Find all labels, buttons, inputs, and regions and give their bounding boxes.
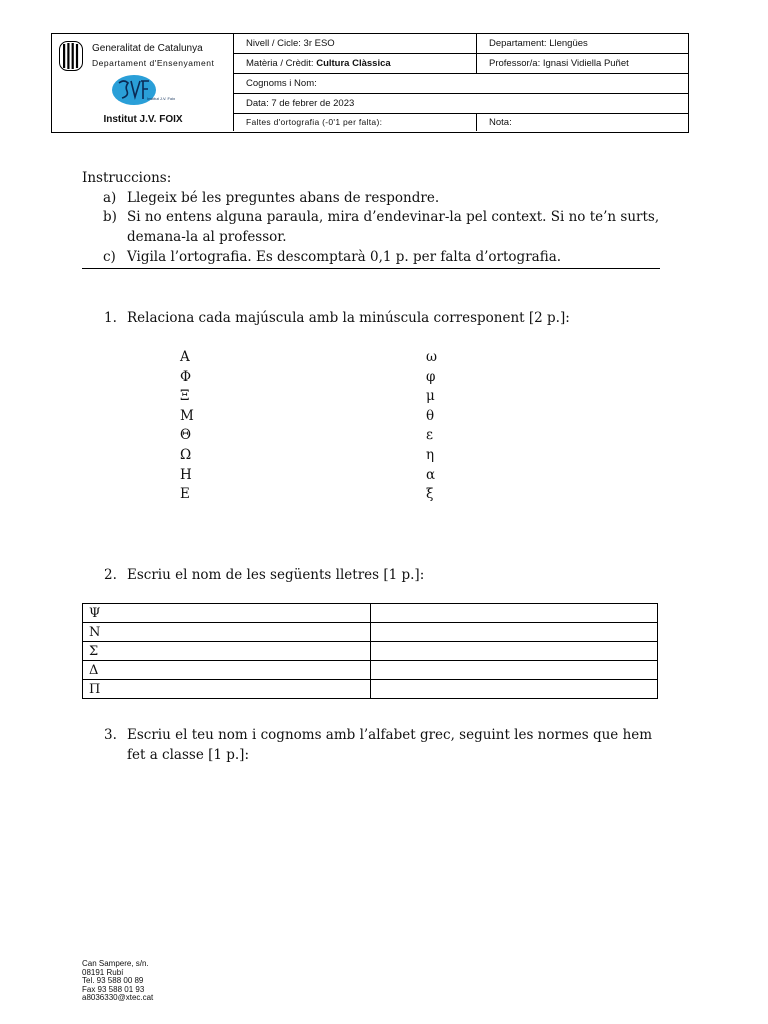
lowercase-letter: ω: [426, 349, 438, 365]
lowercase-letter: ε: [426, 427, 433, 444]
table-row: [83, 623, 658, 642]
header-row-name: [234, 74, 688, 94]
greek-letter-cell: Π: [83, 680, 371, 699]
letter-name-answer-cell[interactable]: [371, 642, 658, 661]
school-logo-icon: [107, 73, 176, 107]
lowercase-letter: ξ: [426, 486, 434, 503]
uppercase-letter: Ε: [180, 486, 190, 503]
generalitat-logo-icon: [59, 41, 83, 71]
uppercase-letter: Ω: [180, 446, 192, 463]
svg-text:Institut J.V. Foix: Institut J.V. Foix: [147, 96, 176, 101]
lowercase-letter: μ: [426, 388, 435, 405]
uppercase-letter: Η: [180, 466, 192, 483]
q1-number: 1.: [104, 310, 117, 326]
instruction-b-marker: b): [103, 209, 117, 225]
address-line: Fax 93 588 01 93: [82, 984, 145, 994]
subject-value: Cultura Clàssica: [316, 58, 391, 69]
uppercase-letter: Μ: [180, 407, 194, 424]
instruction-a-marker: a): [103, 190, 117, 206]
table-row: [83, 604, 658, 623]
uppercase-letter: Φ: [180, 368, 192, 385]
student-name-field[interactable]: Cognoms i Nom:: [246, 78, 317, 89]
address-line: 08191 Rubí: [82, 967, 124, 977]
header-row-subject: [234, 54, 688, 74]
instruction-a-text: Llegeix bé les preguntes abans de respondre.: [127, 190, 440, 206]
instructions-title: Instruccions:: [82, 170, 172, 186]
letter-names-table: [82, 603, 658, 699]
greek-letter-cell: Σ: [83, 642, 371, 661]
uppercase-letter: Ξ: [180, 388, 190, 405]
instruction-c-text: Vigila l’ortografia. Es descomptarà 0,1 p. per falta d’ortografia.: [127, 249, 562, 265]
uppercase-letter: Θ: [180, 427, 192, 444]
greek-letter-cell: Ψ: [83, 604, 371, 623]
table-row: [83, 642, 658, 661]
lowercase-letter: θ: [426, 407, 435, 424]
q1-text: Relaciona cada majúscula amb la minúscula corresponent [2 p.]:: [127, 310, 570, 326]
table-row: [83, 661, 658, 680]
instruction-c-marker: c): [103, 249, 116, 265]
spelling-errors-field[interactable]: Faltes d'ortografia (-0'1 per falta):: [234, 114, 477, 131]
government-name: Generalitat de Catalunya: [92, 43, 203, 54]
greek-letter-cell: Δ: [83, 661, 371, 680]
document-header: [51, 33, 689, 133]
department-field: Departament: Llengües: [489, 38, 588, 49]
uppercase-column: [180, 348, 194, 505]
lowercase-letter: η: [426, 446, 435, 463]
address-line: Tel. 93 588 00 89: [82, 976, 144, 986]
q2-text: Escriu el nom de les següents lletres [1 p.]:: [127, 567, 425, 583]
header-row-grade: [234, 114, 688, 131]
letter-name-answer-cell[interactable]: [371, 680, 658, 699]
lowercase-letter: α: [426, 466, 436, 483]
address-line: Can Sampere, s/n.: [82, 959, 149, 968]
q3-number: 3.: [104, 727, 117, 743]
date-field: Data: 7 de febrer de 2023: [246, 98, 355, 109]
header-row-date: [234, 94, 688, 114]
greek-letter-cell: Ν: [83, 623, 371, 642]
letter-name-answer-cell[interactable]: [371, 604, 658, 623]
q3-text-line1: Escriu el teu nom i cognoms amb l’alfabet grec, seguint les normes que hem: [127, 727, 653, 743]
uppercase-letter: Α: [180, 349, 190, 365]
letter-name-answer-cell[interactable]: [371, 623, 658, 642]
subject-label: Matèria / Crèdit:: [246, 58, 317, 69]
lowercase-letter: φ: [426, 368, 436, 385]
instruction-b-text: Si no entens alguna paraula, mira d’endevinar-la pel context. Si no te’n surts,: [127, 209, 660, 225]
level-field: Nivell / Cicle: 3r ESO: [234, 34, 477, 53]
department-name: Departament d'Ensenyament: [92, 58, 215, 68]
header-row-level: [234, 34, 688, 54]
q2-number: 2.: [104, 567, 117, 583]
teacher-field: Professor/a: Ignasi Vidiella Puñet: [489, 58, 629, 69]
subject-field: [234, 54, 477, 73]
institution-block: [52, 34, 234, 131]
lowercase-column: [426, 348, 437, 505]
school-address: [82, 960, 153, 1003]
instructions-divider: [82, 268, 660, 269]
instruction-b-text-cont: demana-la al professor.: [127, 229, 287, 245]
grade-field[interactable]: Nota:: [489, 117, 512, 128]
q3-text-line2: fet a classe [1 p.]:: [127, 747, 250, 763]
address-line: a8036330@xtec.cat: [82, 993, 154, 1003]
letter-name-answer-cell[interactable]: [371, 661, 658, 680]
school-name: Institut J.V. FOIX: [103, 114, 183, 125]
table-row: [83, 680, 658, 699]
